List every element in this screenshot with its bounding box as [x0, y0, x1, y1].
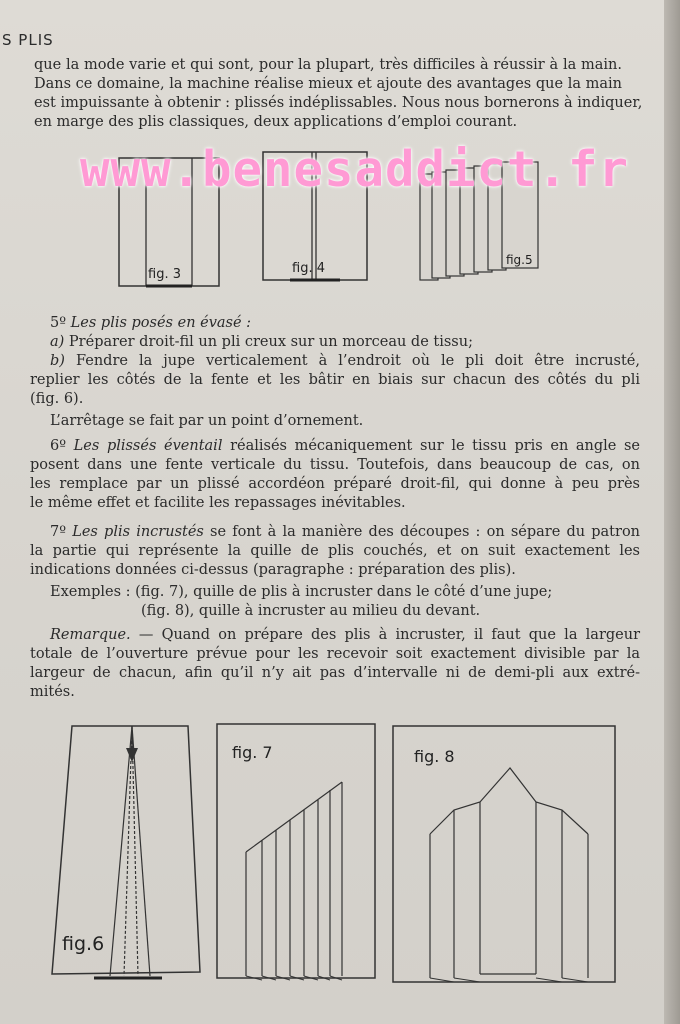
intro-line: en marge des plis classiques, deux applications d’emploi courant.: [34, 114, 518, 130]
fig6-label: fig.6: [62, 933, 105, 955]
intro-line: que la mode varie et qui sont, pour la plupart, très difficiles à réussir à la main.: [34, 57, 622, 73]
figure-6: [50, 722, 202, 984]
figure-8: [392, 724, 618, 986]
watermark: www.benesaddict.fr: [80, 141, 630, 198]
remark-line: largeur de chacun, afin qu’il n’y ait pas d’intervalle ni de demi-pli aux extré-: [30, 665, 640, 681]
page-edge: [664, 0, 680, 1024]
intro-line: Dans ce domaine, la machine réalise mieux et ajoute des avantages que la main: [34, 76, 622, 92]
section-7: [30, 523, 640, 580]
section-6: [30, 437, 640, 513]
remark-heading: Remarque. — Quand on prépare des plis à incruster, il faut que la largeur: [50, 627, 641, 643]
section6-line: posent dans une fente verticale du tissu. Toutefois, dans beaucoup de cas, on: [30, 457, 640, 473]
section5-item-a: a) Préparer droit-fil un pli creux sur un morceau de tissu;: [50, 334, 473, 350]
section6-heading: 6º Les plissés éventail réalisés mécaniquement sur le tissu pris en angle se: [50, 438, 641, 454]
running-header: S PLIS: [2, 31, 54, 49]
examples-line: Exemples : (fig. 7), quille de plis à incruster dans le côté d’une jupe;: [50, 584, 553, 600]
intro-line: est impuissante à obtenir : plissés indéplissables. Nous nous bornerons à indiquer,: [34, 95, 643, 111]
intro-paragraph: [34, 56, 643, 132]
section7-line: la partie qui représente la quille de plis couchés, et on suit exactement les: [30, 543, 640, 559]
remark-line: mités.: [30, 684, 75, 700]
examples: [30, 583, 640, 621]
fig3-label: fig. 3: [148, 267, 181, 282]
section6-line: les remplace par un plissé accordéon préparé droit-fil, qui donne à peu près: [30, 476, 640, 492]
fig7-label: fig. 7: [232, 743, 273, 762]
remark: [30, 626, 640, 702]
section5-item-b-line: (fig. 6).: [30, 391, 84, 407]
section5-arretage: L’arrêtage se fait par un point d’ornement.: [50, 413, 364, 429]
fig8-label: fig. 8: [414, 747, 455, 766]
section6-line: le même effet et facilite les repassages inévitables.: [30, 495, 406, 511]
section5-heading: 5º Les plis posés en évasé :: [50, 315, 252, 331]
examples-line: (fig. 8), quille à incruster au milieu du devant.: [141, 603, 481, 619]
remark-line: totale de l’ouverture prévue pour les recevoir soit exactement divisible par la: [30, 646, 640, 662]
section-5: [30, 314, 640, 431]
figure-7: [216, 722, 378, 984]
section7-line: indications données ci-dessus (paragraphe : préparation des plis).: [30, 562, 516, 578]
fig5-label: fig.5: [506, 253, 533, 267]
section7-heading: 7º Les plis incrustés se font à la manière des découpes : on sépare du patron: [50, 524, 641, 540]
section5-item-b: b) Fendre la jupe verticalement à l’endroit où le pli doit être incrusté,: [50, 353, 640, 369]
fig4-label: fig. 4: [292, 261, 325, 276]
section5-item-b-line: replier les côtés de la fente et les bâtir en biais sur chacun des côtés du pli: [30, 372, 640, 388]
